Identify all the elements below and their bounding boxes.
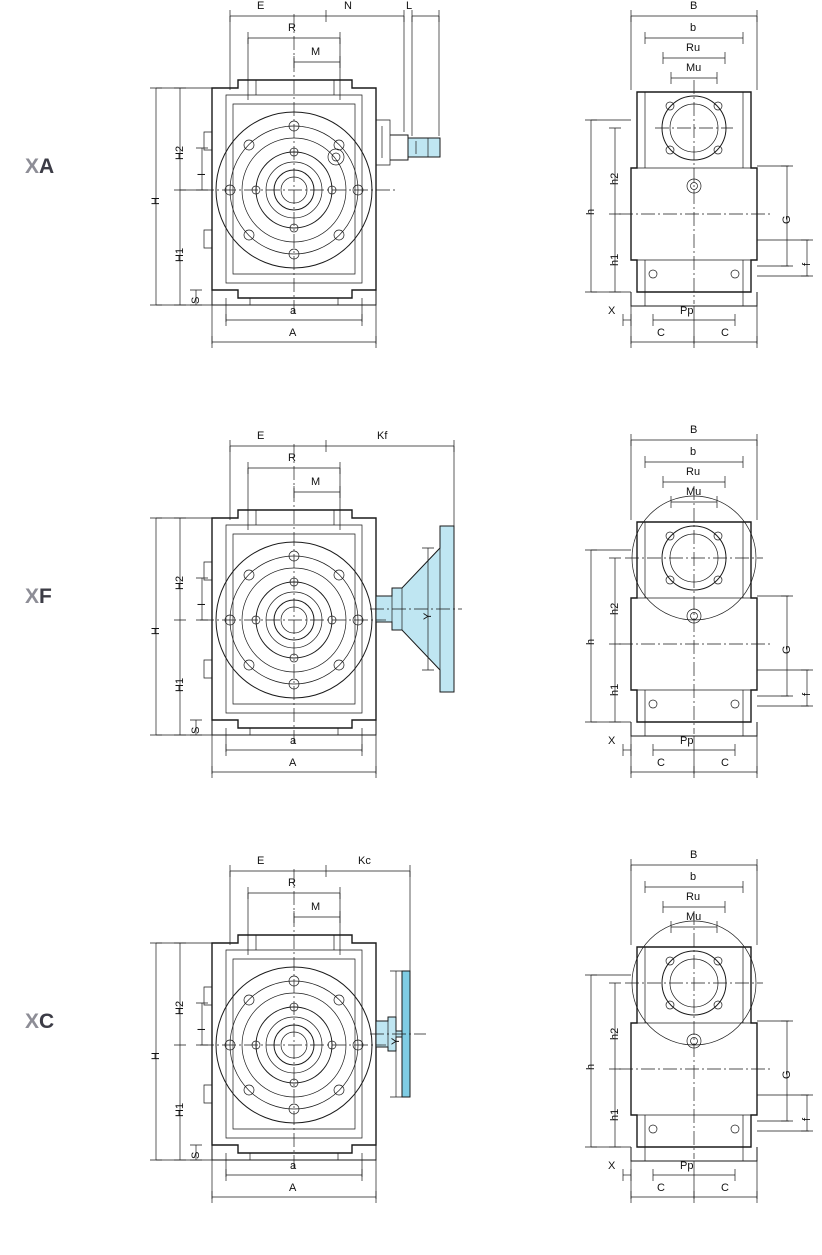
xa-side-view xyxy=(140,0,440,360)
dim-I-xf: I xyxy=(196,602,208,606)
dim-A-xc: A xyxy=(289,1182,297,1194)
variant-label-prefix: X xyxy=(25,1010,40,1033)
dim-Pp-xc: Pp xyxy=(680,1160,694,1172)
dim-h1-xa: h1 xyxy=(609,253,621,266)
xc-front-view xyxy=(575,845,815,1215)
dim-Mu-xa: Mu xyxy=(686,62,702,74)
dim-C1-xc: C xyxy=(657,1182,665,1194)
dim-R-xf: R xyxy=(288,452,296,464)
figure-row-xc xyxy=(0,845,822,1245)
dim-H2-xf: H2 xyxy=(174,575,186,590)
dim-Ru-xa: Ru xyxy=(686,42,701,54)
dim-C2-xc: C xyxy=(721,1182,729,1194)
dim-h-xf: h xyxy=(585,638,597,645)
dim-C1-xa: C xyxy=(657,327,665,339)
dim-h1-xf: h1 xyxy=(609,683,621,696)
dim-C1-xf: C xyxy=(657,757,665,769)
dim-H1-xf: H1 xyxy=(174,677,186,692)
dim-f-xa: f xyxy=(801,262,813,266)
dim-A-xf: A xyxy=(289,757,297,769)
dim-h-xc: h xyxy=(585,1063,597,1070)
dim-Y-xf: Y xyxy=(422,612,434,620)
dim-B-xa: B xyxy=(690,0,698,12)
dim-S-xf: S xyxy=(190,726,202,734)
variant-label-prefix: X xyxy=(25,585,40,608)
dim-Mu-xc: Mu xyxy=(686,911,702,923)
dim-L-xa: L xyxy=(406,0,413,12)
xa-front-view xyxy=(575,0,815,360)
figure-row-xf xyxy=(0,420,822,820)
dim-b-xa: b xyxy=(690,22,697,34)
dim-H-xf: H xyxy=(150,627,162,635)
dim-f-xc: f xyxy=(801,1117,813,1121)
dim-S-xa: S xyxy=(190,296,202,304)
variant-label-suffix: A xyxy=(39,155,55,178)
dim-X-xc: X xyxy=(608,1160,616,1172)
dim-h2-xf: h2 xyxy=(609,602,621,615)
dim-f-xf: f xyxy=(801,692,813,696)
dim-h2-xc: h2 xyxy=(609,1027,621,1040)
dim-B-xf: B xyxy=(690,424,698,436)
dim-A-xa: A xyxy=(289,327,297,339)
dim-E-xf: E xyxy=(257,430,265,442)
dim-H-xa: H xyxy=(150,197,162,205)
variant-label-suffix: F xyxy=(39,585,52,608)
dim-Pp-xa: Pp xyxy=(680,305,694,317)
dim-G-xa: G xyxy=(781,215,793,224)
dim-Ru-xf: Ru xyxy=(686,466,701,478)
dim-R-xc: R xyxy=(288,877,296,889)
variant-label-xc xyxy=(25,1010,54,1034)
dim-h2-xa: h2 xyxy=(609,172,621,185)
dim-a-xa: a xyxy=(290,305,297,317)
xc-side-view xyxy=(140,845,440,1215)
dim-M-xa: M xyxy=(311,46,321,58)
dim-E-xa: E xyxy=(257,0,265,12)
dim-Kc-xc: Kc xyxy=(358,855,371,867)
dim-Kf-xf: Kf xyxy=(377,430,388,442)
dim-Y-xc: Y xyxy=(390,1037,402,1045)
variant-label-prefix: X xyxy=(25,155,40,178)
dim-b-xf: b xyxy=(690,446,697,458)
figure-row-xa xyxy=(0,0,822,400)
dim-G-xf: G xyxy=(781,645,793,654)
dim-a-xf: a xyxy=(290,735,297,747)
dim-H2-xa: H2 xyxy=(174,145,186,160)
dim-H1-xc: H1 xyxy=(174,1102,186,1117)
dim-M-xc: M xyxy=(311,901,321,913)
dim-Ru-xc: Ru xyxy=(686,891,701,903)
dim-Pp-xf: Pp xyxy=(680,735,694,747)
dim-Mu-xf: Mu xyxy=(686,486,702,498)
dim-H2-xc: H2 xyxy=(174,1000,186,1015)
dim-I-xc: I xyxy=(196,1027,208,1031)
dim-H-xc: H xyxy=(150,1052,162,1060)
dim-S-xc: S xyxy=(190,1151,202,1159)
xf-front-view xyxy=(575,420,815,790)
dim-N-xa: N xyxy=(344,0,352,12)
dim-C2-xf: C xyxy=(721,757,729,769)
variant-label-xa xyxy=(25,155,54,179)
dim-B-xc: B xyxy=(690,849,698,861)
dim-X-xf: X xyxy=(608,735,616,747)
dim-R-xa: R xyxy=(288,22,296,34)
dim-a-xc: a xyxy=(290,1160,297,1172)
dim-H1-xa: H1 xyxy=(174,247,186,262)
dim-M-xf: M xyxy=(311,476,321,488)
dim-G-xc: G xyxy=(781,1070,793,1079)
dim-C2-xa: C xyxy=(721,327,729,339)
dim-E-xc: E xyxy=(257,855,265,867)
variant-label-suffix: C xyxy=(39,1010,55,1033)
dim-b-xc: b xyxy=(690,871,697,883)
dim-h-xa: h xyxy=(585,208,597,215)
dim-I-xa: I xyxy=(196,172,208,176)
dim-h1-xc: h1 xyxy=(609,1108,621,1121)
variant-label-xf xyxy=(25,585,52,609)
xf-side-view xyxy=(140,420,470,790)
dim-X-xa: X xyxy=(608,305,616,317)
